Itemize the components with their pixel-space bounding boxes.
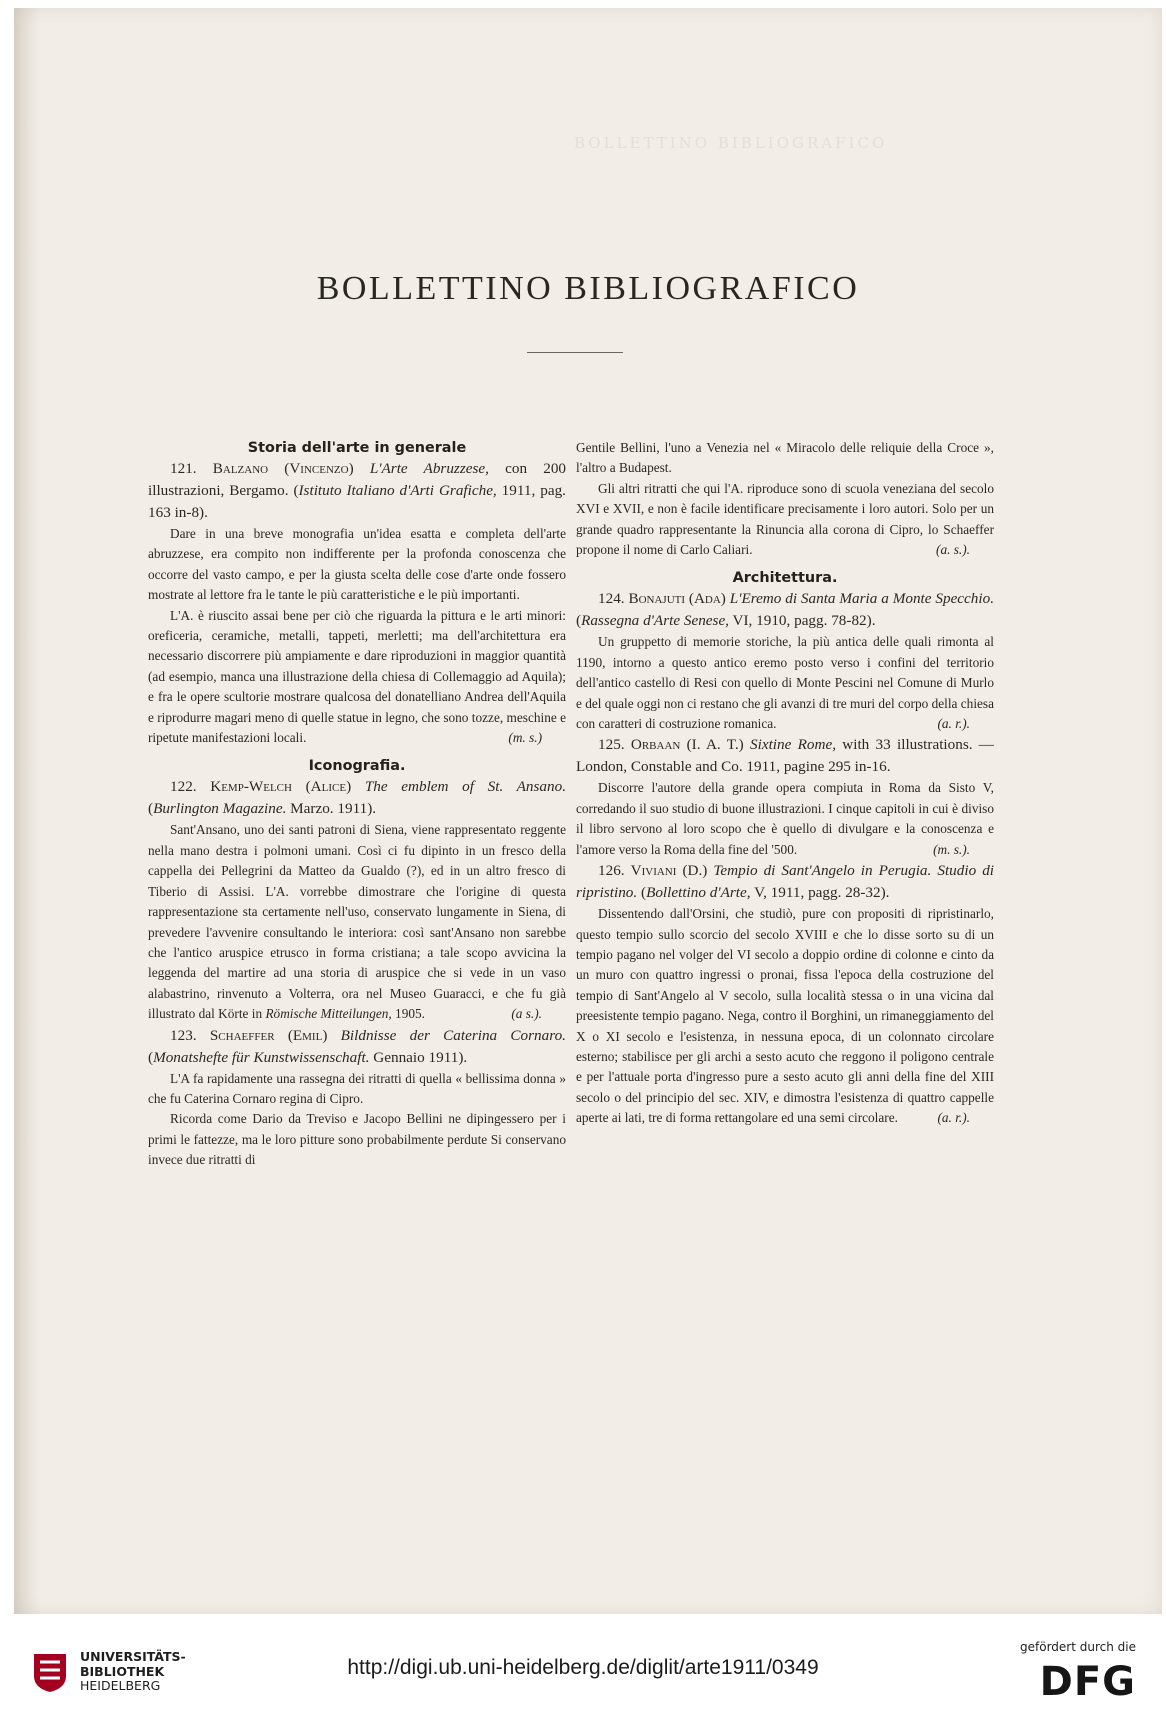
right-column xyxy=(576,438,994,1129)
footer-banner xyxy=(0,1628,1166,1714)
entry-121-signature: (m. s.) xyxy=(508,730,542,746)
entry-123-continuation-1: Gentile Bellini, l'uno a Venezia nel « Miracolo delle reliquie della Croce », l'altro a Budapest. xyxy=(576,440,994,476)
entry-123-paragraph-2: Ricorda come Dario da Treviso e Jacopo Bellini ne dipingessero per i primi le fattezze, ma le loro pitture sono probabilmente perdute Si conservano invece due ritratti di xyxy=(148,1111,566,1168)
entry-125-heading: 125. Orbaan (I. A. T.) Sixtine Rome, with 33 illustrations. — London, Constable and Co. 1911, pagine 295 in-16. xyxy=(576,736,994,776)
entry-122-paragraph-1: Sant'Ansano, uno dei santi patroni di Siena, viene rappresentato reggente nella mano destra i polmoni umani. Così ci fu dipinto in un fresco della cappella dei Pellegrini da Matteo da Gualdo (?), ed in un altro fresco di Tiberio di Assisi. L'A. vorrebbe dimostrare che l'origine di questa rappresentazione sta certamente nell'uso, conservato lungamente in Siena, di prevedere l'avvenire consultando le interiora: così sant'Ansano non sarebbe che l'antico aruspice etrusco in forma cristiana; a tale scopo avvicina la leggenda del martire ad una storia di aruspice che si vede in un vaso alabastrino, rinvenuto a Volterra, ora nel Museo Guaracci, e che fu già illustrato dal Körte in Römische Mitteilungen, 1905. (a s.). xyxy=(148,820,566,1024)
left-column xyxy=(148,438,566,1171)
dfg-logo: DFG xyxy=(1039,1659,1136,1705)
section-heading-iconografia: Iconografia. xyxy=(308,758,406,775)
entry-124-heading: 124. Bonajuti (Ada) L'Eremo di Santa Maria a Monte Specchio. (Rassegna d'Arte Senese, VI, 1910, pagg. 78-82). xyxy=(576,590,994,630)
entry-123-heading: 123. Schaeffer (Emil) Bildnisse der Caterina Cornaro. (Monatshefte für Kunstwissenschaft. Gennaio 1911). xyxy=(148,1026,566,1066)
entry-123-paragraph-1: L'A fa rapidamente una rassegna dei ritratti di quella « bellissima donna » che fu Caterina Cornaro regina di Cipro. xyxy=(148,1070,566,1106)
entry-123-continuation-2: Gli altri ritratti che qui l'A. riproduce sono di scuola veneziana del secolo XVI e XVII, e non è facile identificare precisamente i loro autori. Solo per un grande quadro rappresentante la Rinuncia alla corona di Cipro, lo Schaeffer propone il nome di Carlo Caliari. (a. s.). xyxy=(576,479,994,561)
entry-125-paragraph-1: Discorre l'autore della grande opera compiuta in Roma da Sisto V, corredando il suo studio di buone illustrazioni. I cinque capitoli in cui è diviso il libro servono al loro scopo che è quello di divulgare e la conoscenza e l'amore verso la Roma della fine del '500. (m. s.). xyxy=(576,778,994,860)
entry-125-signature: (m. s.). xyxy=(933,841,970,857)
entry-121-paragraph-2: L'A. è riuscito assai bene per ciò che riguarda la pittura e le arti minori: oreficeria, ceramiche, metalli, tappeti, merletti; ma dell'architettura era necessario discorrere più ampiamente e dare riproduzioni in maggior quantità (ad esempio, manca una illustrazione della chiesa di Collemaggio ad Aquila); e fra le opere scultorie mostrare qualcosa del donatelliano Andrea dell'Aquila e riprodurre magari meno di quelle statue in legno, che sono tozze, meschine e ripetute manifestazioni locali. (m. s.) xyxy=(148,606,566,749)
entry-122-signature: (a s.). xyxy=(511,1006,542,1022)
entry-124-signature: (a. r.). xyxy=(937,716,970,732)
show-through-running-head: BOLLETTINO BIBLIOGRAFICO xyxy=(574,134,888,152)
permalink-url[interactable]: http://digi.ub.uni-heidelberg.de/diglit/arte1911/0349 xyxy=(347,1656,819,1679)
funding-label: gefördert durch die xyxy=(1020,1640,1136,1654)
title-rule xyxy=(527,352,623,353)
section-heading-storia: Storia dell'arte in generale xyxy=(247,440,467,456)
entry-126-paragraph-1: Dissentendo dall'Orsini, che studiò, pure con propositi di ripristinarlo, questo tempio sullo scorcio del secolo XVIII e che lo disse sorto su di un tempio pagano nel volger del VI secolo a doppio ordine di colonne e cinto da un muro con quattro ingressi o pronai, fissa l'epoca della costruzione del tempio di Sant'Angelo al V secolo, sulla località stessa o in una vicina dal preesistente tempio pagano. Nega, contro il Borghini, un rimaneggiamento del X o XI secolo e l'esistenza, in nessuna epoca, di un colonnato circolare esterno; stabilisce per gli archi a sesto acuto che reggono il poligono centrale e per l'attuale porta d'ingresso pure a sesto acuto gli anni della fine del XIII secolo o del principio del sec. XIV, e dimostra l'esistenza di quattro cappelle aperte ai lati, tre di forma rettangolare ed una semi circolare. (a. r.). xyxy=(576,904,994,1128)
entry-121-paragraph-1: Dare in una breve monografia un'idea esatta e completa dell'arte abruzzese, era compito non indifferente per la profonda conoscenza che occorre del vasto campo, e per la giusta scelta delle cose d'arte onde fossero mostrate al lettore fra le tante le più caratteristiche e le più importanti. xyxy=(148,526,566,603)
entry-121-heading: 121. Balzano (Vincenzo) L'Arte Abruzzese, con 200 illustrazioni, Bergamo. (Istituto Italiano d'Arti Grafiche, 1911, pag. 163 in-8). xyxy=(148,460,567,521)
entry-126-heading: 126. Viviani (D.) Tempio di Sant'Angelo in Perugia. Studio di ripristino. (Bollettino d'Arte, V, 1911, pagg. 28-32). xyxy=(576,862,995,902)
page-title: BOLLETTINO BIBLIOGRAFICO xyxy=(316,270,860,307)
entry-123-signature: (a. s.). xyxy=(936,542,970,558)
entry-126-signature: (a. r.). xyxy=(937,1110,970,1126)
entry-122-heading: 122. Kemp-Welch (Alice) The emblem of St. Ansano. (Burlington Magazine. Marzo. 1911). xyxy=(148,778,567,818)
entry-124-paragraph-1: Un gruppetto di memorie storiche, la più antica delle quali rimonta al 1190, intorno a questo antico eremo posto verso i confini del territorio dell'antico castello di Resi con quello di Monte Pescini nel Comune di Murlo e del quale oggi non ci restano che gli avanzi di tre muri del corpo della chiesa con caratteri di costruzione romanica. (a. r.). xyxy=(576,632,994,734)
section-heading-architettura: Architettura. xyxy=(732,570,838,587)
university-library-logo-text: UNIVERSITÄTS- BIBLIOTHEK HEIDELBERG xyxy=(80,1649,186,1693)
